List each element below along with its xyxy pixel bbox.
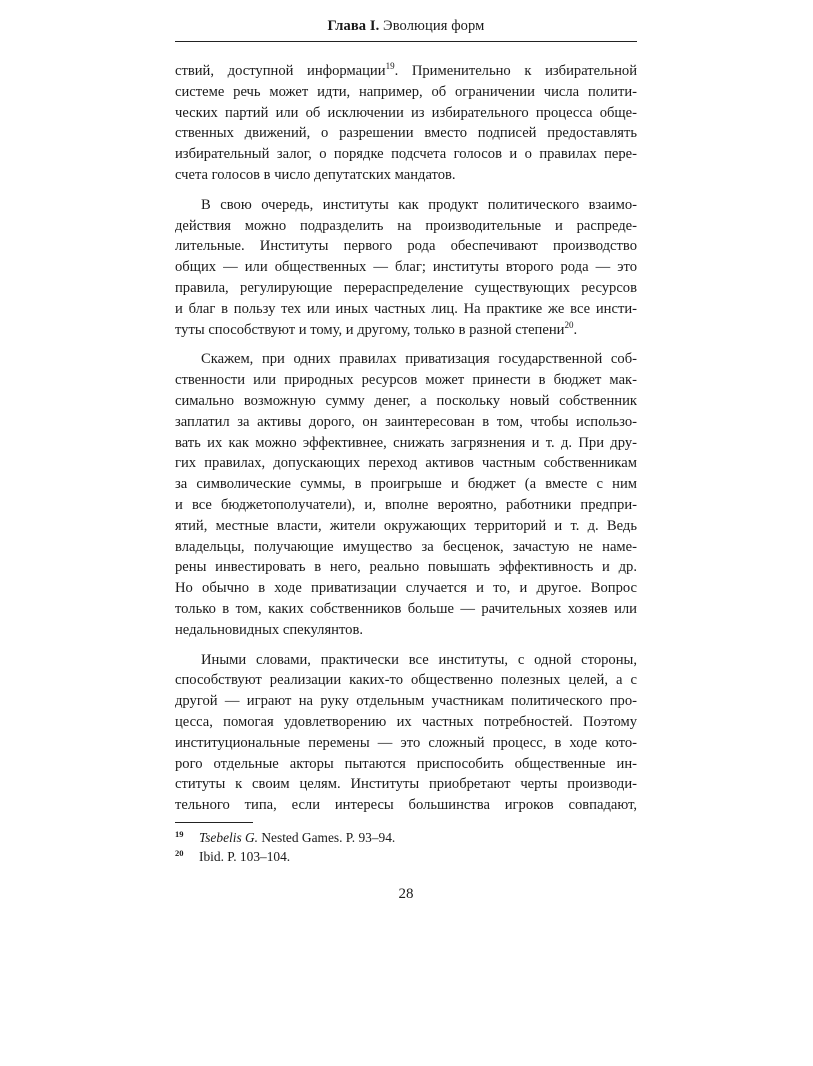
footnote-20 <box>175 848 637 867</box>
text-line: Иными словами, практически все институты, с одной стороны, <box>201 651 637 668</box>
main-text <box>175 61 637 816</box>
text-line: ственности или природных ресурсов может принести в бюджет мак- <box>175 372 637 389</box>
text-line: вать их как можно эффективнее, снижать загрязнения и т. д. При дру- <box>175 434 637 451</box>
text-line: системе речь может идти, например, об ограничении числа полити- <box>175 83 637 100</box>
footnote-number: 19 <box>175 828 184 839</box>
text-line: действия можно подразделить на производительные и распреде- <box>175 217 637 234</box>
text-line: симально возможную сумму денег, а поскольку новый собственник <box>175 392 637 409</box>
text-line: тельного типа, если интересы большинства игроков совпадают, <box>175 797 637 814</box>
text-line: ятий, местные власти, жители окружающих территорий и т. д. Ведь <box>175 517 637 534</box>
footnote-text: Ibid. P. 103–104. <box>199 848 291 864</box>
footnote-divider <box>175 822 253 823</box>
running-header <box>175 14 637 42</box>
paragraph-4 <box>175 650 637 816</box>
text-line: владельцы, получающие имущество за бесценок, зачастую не наме- <box>175 538 637 555</box>
footnote-ref-20[interactable]: 20 <box>564 319 574 330</box>
text-line: институциональные перемены — это сложный процесс, в ходе кото- <box>175 734 637 751</box>
text-line: ституты к своим целям. Институты приобретают черты производи- <box>175 776 637 793</box>
footnote-author: Tsebelis G. <box>199 829 259 845</box>
paragraph-3 <box>175 349 637 640</box>
text-line: лительные. Институты первого рода обеспечивают производство <box>175 238 637 255</box>
text-line <box>175 61 637 82</box>
chapter-label: Глава I. <box>327 18 380 34</box>
chapter-title: Эволюция форм <box>383 18 485 34</box>
footnote-number: 20 <box>175 847 184 858</box>
text-line <box>175 320 637 341</box>
line-text: ствий, доступной информации <box>175 63 386 79</box>
text-line: рого отдельные акторы пытаются приспособить общественные ин- <box>175 755 637 772</box>
text-line: рены инвестировать в него, реально повышать эффективность и др. <box>175 559 637 576</box>
text-line: заплатил за активы дорого, он заинтересован в том, чтобы использо- <box>175 413 637 430</box>
line-text-tail: . Применительно к избирательной <box>394 63 638 79</box>
text-line: счета голосов в число депутатских мандатов. <box>175 166 456 183</box>
text-line: Скажем, при одних правилах приватизация государственной соб- <box>201 351 637 368</box>
footnotes <box>175 829 637 867</box>
text-line: за символические суммы, в проигрыше и бюджет (а вместе с ним <box>175 476 637 493</box>
text-line: ческих партий или об исключении из избирательного процесса обще- <box>175 104 637 121</box>
text-line: Но обычно в ходе приватизации случается и то, и другое. Вопрос <box>175 580 637 597</box>
page-number: 28 <box>398 885 414 902</box>
text-line: гих правилах, допускающих переход активов частным собственникам <box>175 455 637 472</box>
text-line: правила, регулирующие перераспределение существующих ресурсов <box>175 279 637 296</box>
text-line: общих — или общественных — благ; институты второго рода — это <box>175 259 637 276</box>
text-line: ственных движений, о разрешении вместо подписей предоставлять <box>175 125 637 142</box>
line-text: туты способствуют и тому, и другому, только в разной степени <box>175 321 565 338</box>
footnote-19 <box>175 829 637 848</box>
text-line: недальновидных спекулянтов. <box>175 621 363 638</box>
text-line: цесса, помогая удовлетворению их частных потребностей. Поэтому <box>175 713 637 730</box>
text-line: только в том, каких собственников больше — рачительных хозяев или <box>175 600 637 617</box>
line-text-tail: . <box>573 321 578 338</box>
text-line: В свою очередь, институты как продукт политического взаимо- <box>201 196 637 213</box>
book-page <box>175 14 637 903</box>
text-line: способствуют реализации каких-то общественно полезных целей, а с <box>175 672 637 689</box>
footnote-ref-19[interactable]: 19 <box>385 61 395 71</box>
text-line: другой — играют на руку отдельным участникам политического про- <box>175 693 637 710</box>
text-line: и все бюджетополучатели), и, вполне вероятно, работники предпри- <box>175 496 637 513</box>
text-line: избирательный залог, о порядке подсчета голосов и о правилах пере- <box>175 146 637 163</box>
footnote-text: Nested Games. P. 93–94. <box>261 829 396 845</box>
paragraph-1 <box>175 61 637 186</box>
paragraph-2 <box>175 195 637 341</box>
text-line: и благ в пользу тех или иных частных лиц. На практике же все инсти- <box>175 300 637 317</box>
